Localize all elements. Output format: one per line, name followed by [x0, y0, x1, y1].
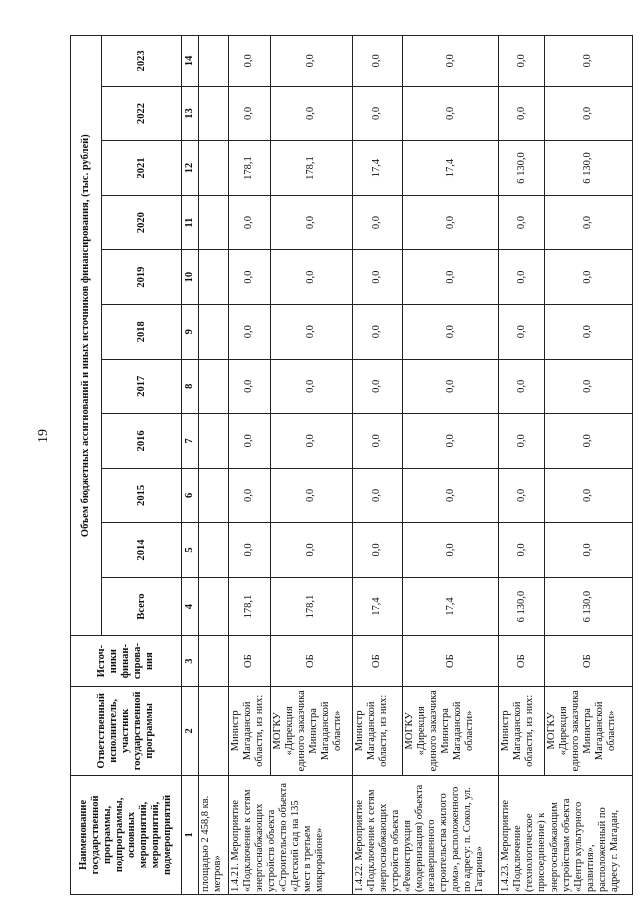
- header-year: 2019: [102, 250, 182, 305]
- empty-cell: [198, 86, 228, 141]
- row-year-value: 0,0: [352, 250, 402, 305]
- row-year-value: 0,0: [271, 468, 352, 523]
- row-year-value: 0,0: [352, 86, 402, 141]
- row-year-value: 0,0: [228, 36, 270, 87]
- row-year-value: 0,0: [228, 86, 270, 141]
- row-total: 6 130,0: [545, 577, 633, 636]
- row-responsible: Министр Магаданской области, из них:: [228, 686, 270, 775]
- row-year-value: 0,0: [545, 36, 633, 87]
- row-source: ОБ: [352, 636, 402, 687]
- row-year-value: 0,0: [402, 195, 499, 250]
- header-year: 2023: [102, 36, 182, 87]
- header-year: 2021: [102, 141, 182, 196]
- row-year-value: 17,4: [352, 141, 402, 196]
- header-year: 2016: [102, 414, 182, 469]
- row-year-value: 17,4: [402, 141, 499, 196]
- col-number: 4: [181, 577, 198, 636]
- col-number: 3: [181, 636, 198, 687]
- header-volume: Объем бюджетных ассигнований и иных источников финансирования, (тыс. рублей): [71, 36, 102, 636]
- page-number: 19: [36, 429, 51, 443]
- row-year-value: 0,0: [545, 304, 633, 359]
- header-row-1: [71, 36, 102, 895]
- row-source: ОБ: [271, 636, 352, 687]
- row-total: 178,1: [271, 577, 352, 636]
- empty-cell: [198, 195, 228, 250]
- col-number: 14: [181, 36, 198, 87]
- header-year: 2017: [102, 359, 182, 414]
- row-year-value: 0,0: [402, 304, 499, 359]
- table-row: [228, 36, 270, 895]
- table-row: [402, 36, 499, 895]
- row-year-value: 0,0: [545, 250, 633, 305]
- col-number: 10: [181, 250, 198, 305]
- row-year-value: 178,1: [228, 141, 270, 196]
- row-name: 1.4.21. Мероприятие «Подключение к сетям энергоснабжающих устройств объекта «Строительство объекта «Детский сад на 135 мест в третьем микрорайоне»: [228, 775, 352, 894]
- row-year-value: 0,0: [545, 359, 633, 414]
- rotated-page: [70, 35, 633, 895]
- row-year-value: 0,0: [402, 359, 499, 414]
- row-year-value: 0,0: [499, 250, 545, 305]
- row-year-value: 0,0: [271, 414, 352, 469]
- row-year-value: 0,0: [499, 195, 545, 250]
- row-year-value: 0,0: [271, 250, 352, 305]
- row-source: ОБ: [402, 636, 499, 687]
- empty-cell: [198, 141, 228, 196]
- row-year-value: 0,0: [228, 468, 270, 523]
- header-year: 2015: [102, 468, 182, 523]
- row-responsible: МОГКУ «Дирекция единого заказчика Министра Магаданской области»: [402, 686, 499, 775]
- row-year-value: 0,0: [228, 523, 270, 578]
- continuation-text: площадью 2 458,8 кв. метров»: [198, 775, 228, 894]
- row-year-value: 0,0: [352, 414, 402, 469]
- empty-cell: [198, 686, 228, 775]
- row-name: 1.4.22. Мероприятие «Подключение к сетям энергоснабжающих устройств объекта «Реконструкция (модернизация) объекта незавершенного строительства жилого дома», расположенного по адресу: п. Сокол, ул. Гагарина»: [352, 775, 499, 894]
- row-total: 17,4: [352, 577, 402, 636]
- row-year-value: 0,0: [499, 523, 545, 578]
- header-total: Всего: [102, 577, 182, 636]
- empty-cell: [198, 36, 228, 87]
- col-number: 8: [181, 359, 198, 414]
- table-body: [228, 36, 632, 895]
- row-year-value: 0,0: [271, 195, 352, 250]
- header-year: 2014: [102, 523, 182, 578]
- empty-cell: [198, 468, 228, 523]
- header-year: 2022: [102, 86, 182, 141]
- budget-table: [70, 35, 633, 895]
- row-year-value: 0,0: [499, 468, 545, 523]
- row-responsible: МОГКУ «Дирекция единого заказчика Министра Магаданской области»: [545, 686, 633, 775]
- row-year-value: 0,0: [402, 86, 499, 141]
- row-year-value: 0,0: [228, 304, 270, 359]
- empty-cell: [198, 414, 228, 469]
- row-year-value: 0,0: [499, 86, 545, 141]
- column-number-row: [181, 36, 198, 895]
- row-year-value: 0,0: [271, 86, 352, 141]
- row-year-value: 0,0: [499, 414, 545, 469]
- row-year-value: 0,0: [228, 195, 270, 250]
- empty-cell: [198, 359, 228, 414]
- row-source: ОБ: [545, 636, 633, 687]
- row-year-value: 0,0: [545, 86, 633, 141]
- row-year-value: 0,0: [271, 304, 352, 359]
- row-year-value: 0,0: [499, 36, 545, 87]
- row-year-value: 0,0: [402, 414, 499, 469]
- row-year-value: 0,0: [545, 523, 633, 578]
- col-number: 2: [181, 686, 198, 775]
- row-year-value: 0,0: [545, 468, 633, 523]
- row-year-value: 6 130,0: [499, 141, 545, 196]
- col-number: 1: [181, 775, 198, 894]
- row-year-value: 0,0: [499, 304, 545, 359]
- row-source: ОБ: [228, 636, 270, 687]
- row-year-value: 0,0: [402, 250, 499, 305]
- empty-cell: [198, 636, 228, 687]
- col-number: 11: [181, 195, 198, 250]
- col-number: 9: [181, 304, 198, 359]
- row-year-value: 0,0: [545, 195, 633, 250]
- row-year-value: 0,0: [402, 468, 499, 523]
- continuation-row: [198, 36, 228, 895]
- row-total: 178,1: [228, 577, 270, 636]
- row-year-value: 0,0: [352, 195, 402, 250]
- row-total: 6 130,0: [499, 577, 545, 636]
- row-responsible: Министр Магаданской области, из них:: [499, 686, 545, 775]
- row-year-value: 0,0: [352, 359, 402, 414]
- header-year: 2020: [102, 195, 182, 250]
- header-year: 2018: [102, 304, 182, 359]
- table-row: [499, 36, 545, 895]
- row-year-value: 6 130,0: [545, 141, 633, 196]
- row-year-value: 0,0: [228, 414, 270, 469]
- col-number: 12: [181, 141, 198, 196]
- table-row: [545, 36, 633, 895]
- row-responsible: МОГКУ «Дирекция единого заказчика Министра Магаданской области»: [271, 686, 352, 775]
- empty-cell: [198, 250, 228, 305]
- header-source: Источ-ники финан-сирова-ния: [71, 636, 182, 687]
- row-responsible: Министр Магаданской области, из них:: [352, 686, 402, 775]
- col-number: 7: [181, 414, 198, 469]
- row-year-value: 0,0: [271, 36, 352, 87]
- row-year-value: 0,0: [499, 359, 545, 414]
- row-year-value: 0,0: [352, 523, 402, 578]
- table-row: [352, 36, 402, 895]
- row-year-value: 178,1: [271, 141, 352, 196]
- col-number: 6: [181, 468, 198, 523]
- col-number: 5: [181, 523, 198, 578]
- row-year-value: 0,0: [352, 468, 402, 523]
- row-year-value: 0,0: [402, 523, 499, 578]
- row-year-value: 0,0: [545, 414, 633, 469]
- empty-cell: [198, 523, 228, 578]
- row-year-value: 0,0: [271, 523, 352, 578]
- row-year-value: 0,0: [271, 359, 352, 414]
- row-year-value: 0,0: [228, 359, 270, 414]
- row-year-value: 0,0: [352, 36, 402, 87]
- row-year-value: 0,0: [352, 304, 402, 359]
- row-name: 1.4.23. Мероприятие «Подключение (технологическое присоединение) к энергоснабжающим устройствам объекта «Центр культурного развития», расположенный по адресу г. Магадан,: [499, 775, 633, 894]
- header-name: Наименование государственной программы, подпрограммы, основных мероприятий, мероприятий, подмероприятий: [71, 775, 182, 894]
- row-year-value: 0,0: [228, 250, 270, 305]
- row-year-value: 0,0: [402, 36, 499, 87]
- row-source: ОБ: [499, 636, 545, 687]
- empty-cell: [198, 304, 228, 359]
- col-number: 13: [181, 86, 198, 141]
- header-responsible: Ответственный исполнитель, участник государственной программы: [71, 686, 182, 775]
- table-row: [271, 36, 352, 895]
- row-total: 17,4: [402, 577, 499, 636]
- empty-cell: [198, 577, 228, 636]
